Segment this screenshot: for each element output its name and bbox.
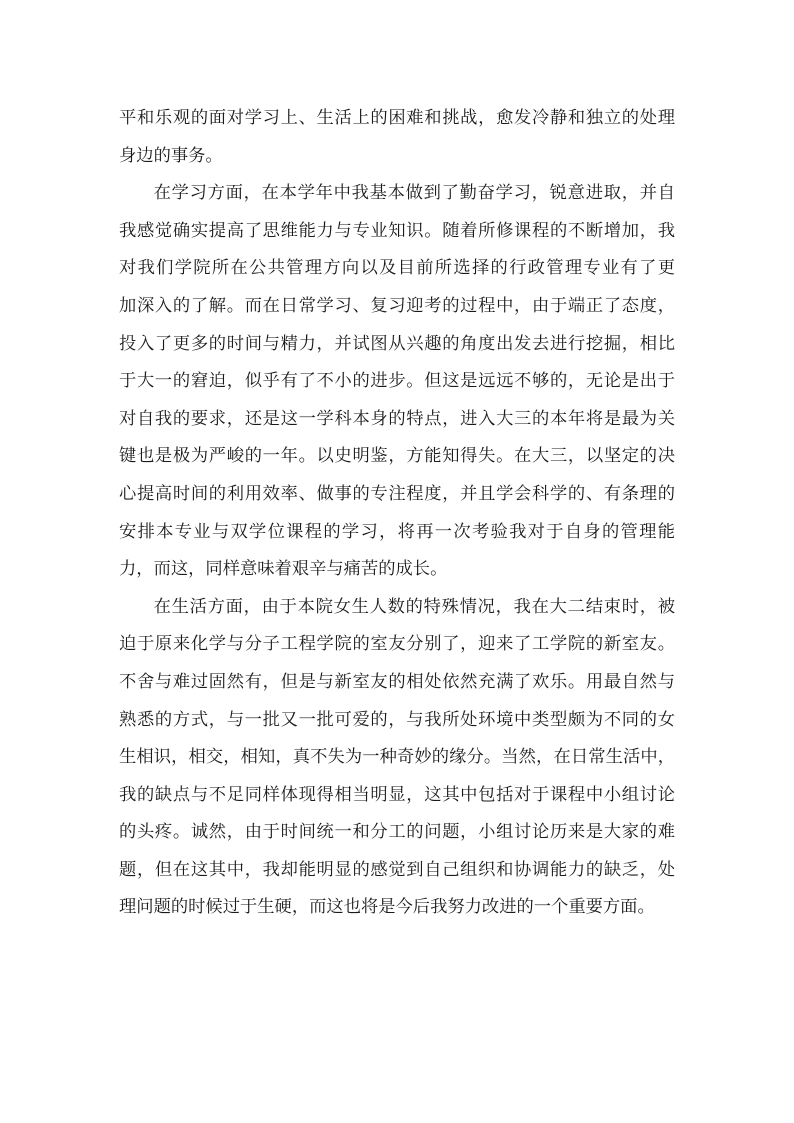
text-line: 对我们学院所在公共管理方向以及目前所选择的行政管理专业有了更 bbox=[119, 258, 675, 279]
text-line: 迫于原来化学与分子工程学院的室友分别了，迎来了工学院的新室友。 bbox=[119, 634, 675, 655]
text-line: 安排本专业与双学位课程的学习，将再一次考验我对于自身的管理能 bbox=[119, 521, 675, 542]
text-line: 我感觉确实提高了思维能力与专业知识。随着所修课程的不断增加，我 bbox=[119, 220, 675, 241]
text-line: 在生活方面，由于本院女生人数的特殊情况，我在大二结束时，被 bbox=[153, 596, 675, 617]
document-body bbox=[119, 100, 675, 927]
paragraph-1 bbox=[119, 100, 675, 175]
text-line: 对自我的要求，还是这一学科本身的特点，进入大三的本年将是最为关 bbox=[119, 408, 675, 429]
text-line: 力，而这，同样意味着艰辛与痛苦的成长。 bbox=[119, 559, 448, 580]
text-line: 键也是极为严峻的一年。以史明鉴，方能知得失。在大三，以坚定的决 bbox=[119, 446, 675, 467]
paragraph-study bbox=[119, 175, 675, 589]
text-line: 平和乐观的面对学习上、生活上的困难和挑战，愈发冷静和独立的处理 bbox=[119, 108, 675, 128]
text-line: 不舍与难过固然有，但是与新室友的相处依然充满了欢乐。用最自然与 bbox=[119, 671, 675, 692]
text-line: 在学习方面，在本学年中我基本做到了勤奋学习，锐意进取，并自 bbox=[153, 183, 675, 204]
text-line: 题，但在这其中，我却能明显的感觉到自己组织和协调能力的缺乏，处 bbox=[119, 859, 675, 880]
text-line: 加深入的了解。而在日常学习、复习迎考的过程中，由于端正了态度， bbox=[119, 295, 675, 316]
text-line: 生相识，相交，相知，真不失为一种奇妙的缘分。当然，在日常生活中， bbox=[119, 747, 675, 768]
paragraph-life bbox=[119, 589, 675, 927]
text-line: 身边的事务。 bbox=[119, 145, 223, 166]
text-line: 理问题的时候过于生硬，而这也将是今后我努力改进的一个重要方面。 bbox=[119, 897, 655, 918]
text-line: 熟悉的方式，与一批又一批可爱的，与我所处环境中类型颇为不同的女 bbox=[119, 709, 675, 730]
text-line: 的头疼。诚然，由于时间统一和分工的问题，小组讨论历来是大家的难 bbox=[119, 822, 675, 843]
text-line: 我的缺点与不足同样体现得相当明显，这其中包括对于课程中小组讨论 bbox=[119, 784, 675, 805]
text-line: 于大一的窘迫，似乎有了不小的进步。但这是远远不够的，无论是出于 bbox=[119, 371, 675, 392]
text-line: 心提高时间的利用效率、做事的专注程度，并且学会科学的、有条理的 bbox=[119, 483, 675, 504]
text-line: 投入了更多的时间与精力，并试图从兴趣的角度出发去进行挖掘，相比 bbox=[119, 333, 675, 354]
